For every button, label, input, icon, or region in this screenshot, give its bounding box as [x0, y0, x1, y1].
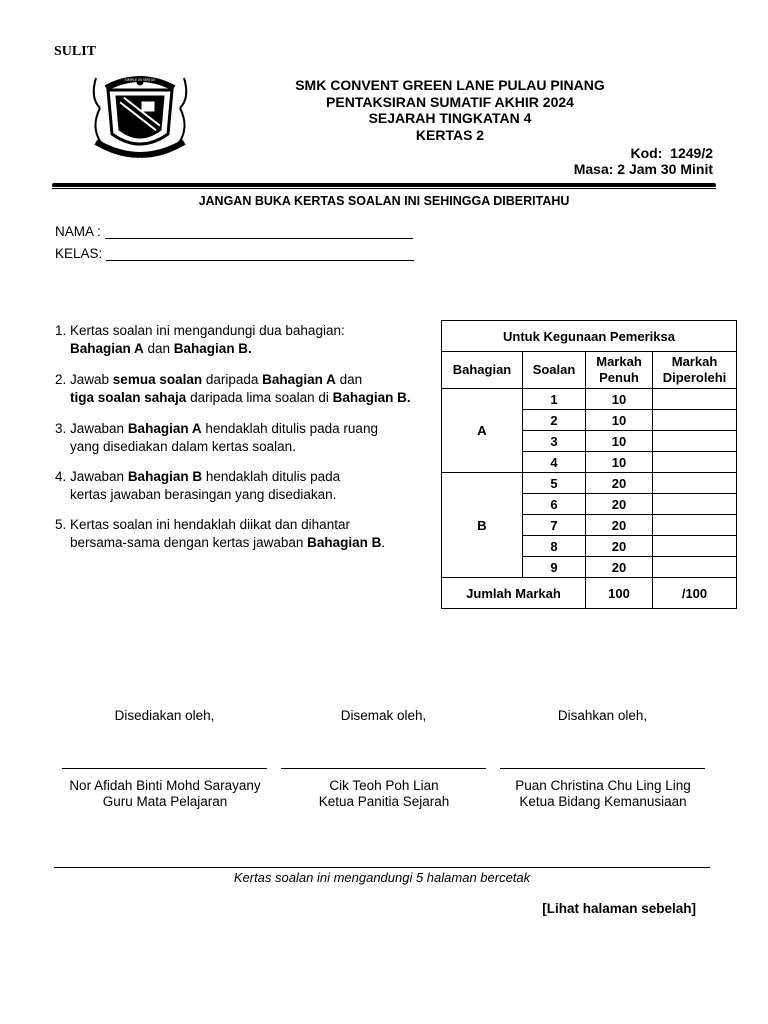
- signature-line: [62, 768, 267, 769]
- classification-label: SULIT: [54, 44, 97, 59]
- total-label: Jumlah Markah: [442, 578, 586, 609]
- col-section: Bahagian: [442, 352, 523, 389]
- school-name: SMK CONVENT GREEN LANE PULAU PINANG: [295, 77, 605, 93]
- name-field: NAMA :: [55, 224, 413, 239]
- marks-entry-cell: [653, 389, 737, 410]
- paper-code: Kod: 1249/2: [630, 145, 713, 161]
- class-line: [106, 246, 414, 261]
- svg-text:SMK CONVENT GREEN LANE: SMK CONVENT GREEN LANE: [115, 157, 165, 161]
- svg-text:SIMPLE IN VIRTUE: SIMPLE IN VIRTUE: [124, 78, 156, 82]
- table-row: 8 20: [442, 536, 737, 557]
- marks-entry-cell: [653, 515, 737, 536]
- signatory-2: Cik Teoh Poh Lian Ketua Panitia Sejarah: [318, 778, 450, 809]
- marks-entry-cell: [653, 410, 737, 431]
- checked-by-label: Disemak oleh,: [340, 708, 427, 723]
- instruction-4: 4. Jawaban Bahagian B hendaklah ditulis pada kertas jawaban berasingan yang disediakan.: [55, 469, 341, 502]
- warning-text: JANGAN BUKA KERTAS SOALAN INI SEHINGGA DIBERITAHU: [198, 194, 570, 208]
- col-marks-obtained: Markah Diperolehi: [653, 352, 737, 389]
- next-page-note: [Lihat halaman sebelah]: [542, 901, 696, 916]
- header-divider: [52, 183, 716, 187]
- marks-entry-cell: [653, 494, 737, 515]
- instruction-5: 5. Kertas soalan ini hendaklah diikat dan dihantar bersama-sama dengan kertas jawaban Bahagian B.: [55, 517, 386, 550]
- total-obtained: /100: [653, 578, 737, 609]
- table-row: 9 20: [442, 557, 737, 578]
- section-a-cell: A: [442, 389, 523, 473]
- signature-line: [500, 768, 705, 769]
- instruction-2: 2. Jawab semua soalan daripada Bahagian A dan tiga soalan sahaja daripada lima soalan di Bahagian B.: [55, 372, 411, 405]
- class-field: KELAS:: [55, 246, 414, 261]
- footer-divider: [54, 867, 710, 868]
- signatory-3: Puan Christina Chu Ling Ling Ketua Bidang Kemanusiaan: [515, 778, 691, 809]
- examiner-marks-table: [441, 320, 737, 609]
- instruction-1: 1. Kertas soalan ini mengandungi dua bahagian: Bahagian A dan Bahagian B.: [55, 323, 345, 356]
- marks-entry-cell: [653, 473, 737, 494]
- school-crest-icon: [86, 68, 194, 168]
- subject-title: SEJARAH TINGKATAN 4: [368, 110, 532, 126]
- instruction-3: 3. Jawaban Bahagian A hendaklah ditulis pada ruang yang disediakan dalam kertas soalan.: [55, 421, 378, 454]
- table-row: 4 10: [442, 452, 737, 473]
- section-b-cell: B: [442, 473, 523, 578]
- col-question: Soalan: [523, 352, 586, 389]
- marks-entry-cell: [653, 536, 737, 557]
- approved-by-label: Disahkan oleh,: [557, 708, 648, 723]
- name-line: [105, 224, 413, 239]
- marks-entry-cell: [653, 557, 737, 578]
- exam-title: PENTAKSIRAN SUMATIF AKHIR 2024: [326, 94, 574, 110]
- paper-duration: Masa: 2 Jam 30 Minit: [573, 161, 713, 177]
- marks-entry-cell: [653, 431, 737, 452]
- paper-title: KERTAS 2: [415, 127, 485, 143]
- col-full-marks: Markah Penuh: [586, 352, 653, 389]
- marks-entry-cell: [653, 452, 737, 473]
- table-row: A 1 10: [442, 389, 737, 410]
- table-row: 3 10: [442, 431, 737, 452]
- signature-line: [281, 768, 486, 769]
- table-row: 6 20: [442, 494, 737, 515]
- total-row: [442, 578, 737, 609]
- table-title: Untuk Kegunaan Pemeriksa: [442, 321, 737, 352]
- table-row: B 5 20: [442, 473, 737, 494]
- header-divider-thin: [52, 188, 716, 189]
- signatory-1: Nor Afidah Binti Mohd Sarayany Guru Mata Pelajaran: [69, 778, 261, 809]
- prepared-by-label: Disediakan oleh,: [114, 708, 215, 723]
- table-row: 7 20: [442, 515, 737, 536]
- table-row: 2 10: [442, 410, 737, 431]
- total-full-marks: 100: [586, 578, 653, 609]
- page-count-note: Kertas soalan ini mengandungi 5 halaman bercetak: [233, 870, 531, 885]
